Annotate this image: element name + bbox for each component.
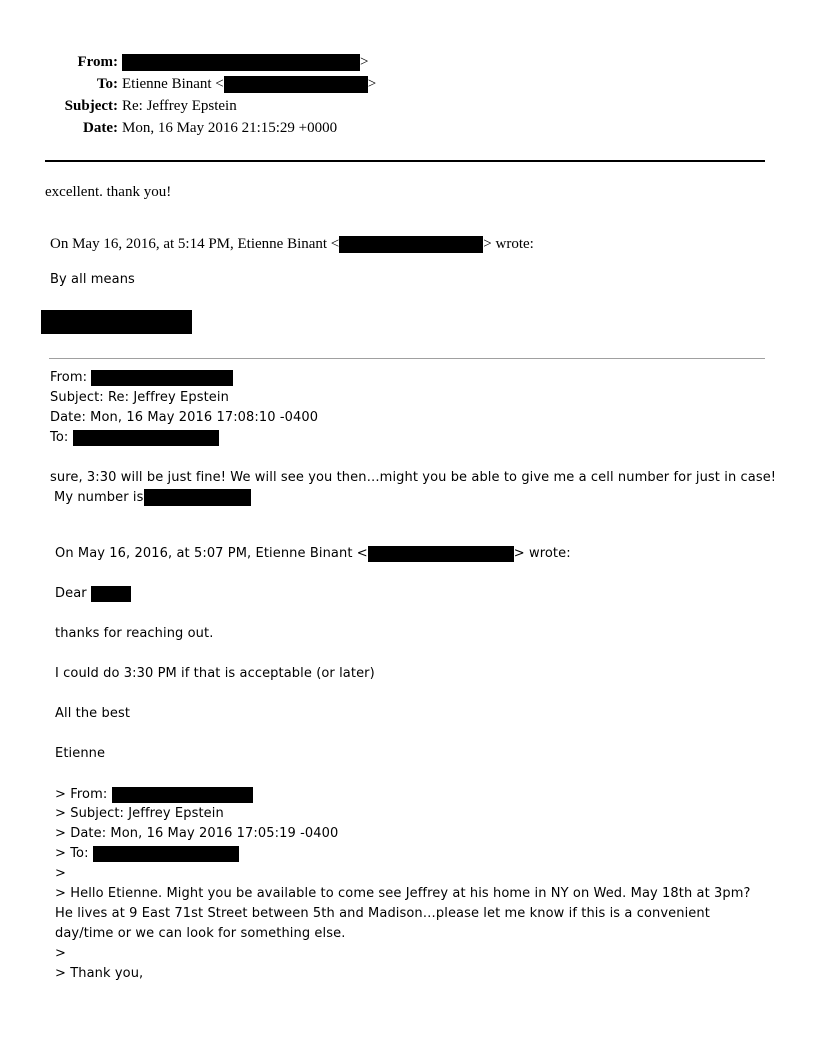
header-to-row — [0, 74, 376, 94]
orig-to-row — [55, 844, 239, 864]
fwd-thanks-line: thanks for reaching out. — [55, 626, 214, 641]
reply-quote-intro-prefix: On May 16, 2016, at 5:14 PM, Etienne Binant < — [50, 236, 340, 252]
orig-closing-line: > Thank you, — [55, 966, 144, 981]
fwd-quote-intro-suffix: > wrote: — [513, 546, 571, 561]
header-date-row — [0, 118, 337, 138]
header-from-row — [0, 52, 368, 72]
header-to-label: To: — [96, 76, 118, 92]
fwd-dear-text: Dear — [55, 586, 87, 601]
header-divider — [45, 160, 765, 162]
fwd-signature-line: Etienne — [55, 746, 106, 761]
reply-quote-body: By all means — [50, 272, 135, 287]
fwd-to-label: To: — [50, 430, 69, 445]
header-subject-label: Subject: — [64, 98, 118, 114]
orig-date-line: > Date: Mon, 16 May 2016 17:05:19 -0400 — [55, 826, 339, 841]
header-from-suffix: > — [360, 54, 369, 70]
redacted-from-email — [122, 54, 360, 71]
fwd-subject-line: Subject: Re: Jeffrey Epstein — [50, 390, 229, 405]
redacted-orig-to — [93, 846, 239, 862]
fwd-from-row — [50, 368, 233, 388]
fwd-from-label: From: — [50, 370, 88, 385]
redacted-fwd-to — [73, 430, 219, 446]
header-subject-row — [0, 96, 237, 116]
fwd-to-row — [50, 428, 219, 448]
header-date-value: Mon, 16 May 2016 21:15:29 +0000 — [122, 120, 338, 136]
orig-body: > Hello Etienne. Might you be available to come see Jeffrey at his home in NY on Wed. May 18th at 3pm? He lives at 9 East 71st Street between 5th and Madison…please let me know if this is a convenient day/time or we can look for something else. — [55, 886, 751, 941]
orig-from-row — [55, 785, 253, 805]
redacted-to-email — [224, 76, 368, 93]
redacted-binant-email-2 — [368, 546, 514, 562]
fwd-dear-line — [55, 584, 131, 604]
redacted-fwd-from — [91, 370, 233, 386]
reply-quote-intro-suffix: > wrote: — [483, 236, 534, 252]
fwd-body-line1: sure, 3:30 will be just fine! We will see you then…might you be able to give me a cell number for just in case! — [50, 470, 777, 485]
redacted-signature-block — [41, 310, 192, 334]
orig-blank-line-2: > — [55, 946, 66, 961]
header-date-label: Date: — [83, 120, 118, 136]
fwd-closing-line: All the best — [55, 706, 131, 721]
fwd-body-line2-text: My number is — [54, 490, 144, 505]
fwd-body-line2 — [54, 488, 251, 508]
header-to-value: Etienne Binant < — [122, 76, 224, 92]
redacted-phone-number — [144, 489, 251, 506]
fwd-quote-intro — [55, 544, 571, 564]
fwd-quote-intro-prefix: On May 16, 2016, at 5:07 PM, Etienne Binant < — [55, 546, 368, 561]
redacted-orig-from — [112, 787, 253, 803]
reply-body: excellent. thank you! — [45, 184, 172, 200]
orig-from-label: > From: — [55, 787, 108, 802]
redacted-binant-email — [339, 236, 483, 253]
orig-to-label: > To: — [55, 846, 89, 861]
orig-blank-line-1: > — [55, 866, 66, 881]
header-from-label: From: — [77, 54, 118, 70]
header-subject-value: Re: Jeffrey Epstein — [122, 98, 237, 114]
fwd-date-line: Date: Mon, 16 May 2016 17:08:10 -0400 — [50, 410, 319, 425]
header-to-suffix: > — [367, 76, 377, 92]
orig-subject-line: > Subject: Jeffrey Epstein — [55, 806, 224, 821]
quote-divider — [49, 358, 765, 359]
fwd-offer-line: I could do 3:30 PM if that is acceptable (or later) — [55, 666, 375, 681]
reply-quote-intro — [50, 234, 534, 254]
redacted-recipient-name — [91, 586, 131, 602]
